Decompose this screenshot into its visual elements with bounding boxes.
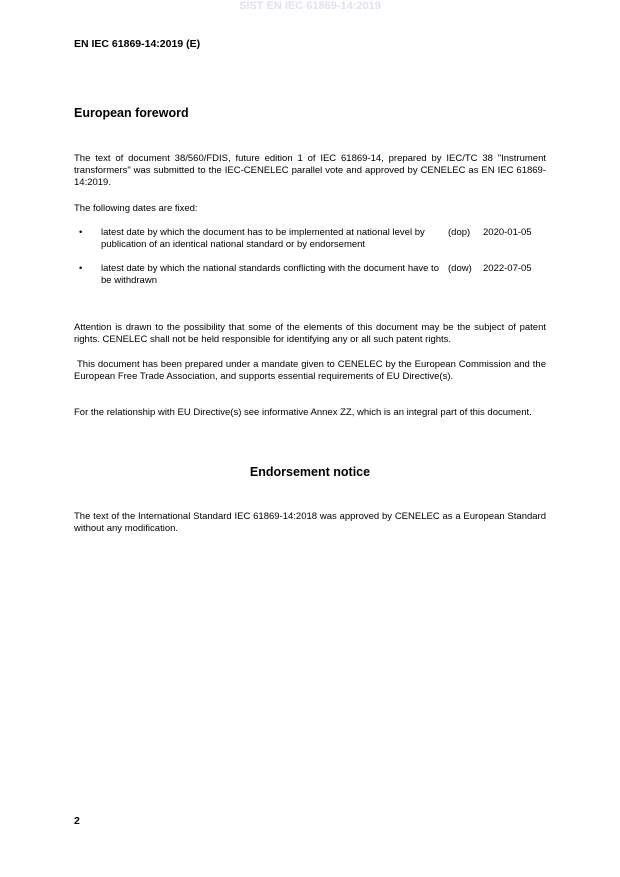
patent-attention-paragraph: Attention is drawn to the possibility that some of the elements of this document may be the subject of patent rights. CENELEC shall not be held responsible for identifying any or all such patent rights. [74,322,546,345]
page-number: 2 [74,815,80,827]
bullet-icon: • [79,263,83,274]
date-item-date: 2020-01-05 [483,227,532,238]
date-item-text: latest date by which the national standards conflicting with the document have to be withdrawn [101,263,439,286]
dates-intro-paragraph: The following dates are fixed: [74,203,198,214]
foreword-intro-paragraph: The text of document 38/560/FDIS, future edition 1 of IEC 61869-14, prepared by IEC/TC 38 "Instrument transformers" was submitted to the IEC-CENELEC parallel vote and approved by CENELEC as EN IEC 61869-14:2019. [74,153,546,188]
date-item-code: (dow) [448,263,472,274]
watermark: SIST EN IEC 61869-14:2019 [239,0,381,12]
date-item-text: latest date by which the document has to be implemented at national level by publication of an identical national standard or by endorsement [101,227,425,250]
date-item-code: (dop) [448,227,471,238]
bullet-icon: • [79,227,83,238]
directive-relationship-paragraph: For the relationship with EU Directive(s) see informative Annex ZZ, which is an integral part of this document. [74,407,532,418]
document-id-header: EN IEC 61869-14:2019 (E) [74,38,201,50]
endorsement-title: Endorsement notice [249,465,371,479]
endorsement-paragraph: The text of the International Standard IEC 61869-14:2018 was approved by CENELEC as a European Standard without any modification. [74,511,546,534]
foreword-title: European foreword [74,106,189,120]
mandate-paragraph: This document has been prepared under a mandate given to CENELEC by the European Commission and the European Free Trade Association, and supports essential requirements of EU Directive(s). [74,359,546,382]
date-item-date: 2022-07-05 [483,263,532,274]
